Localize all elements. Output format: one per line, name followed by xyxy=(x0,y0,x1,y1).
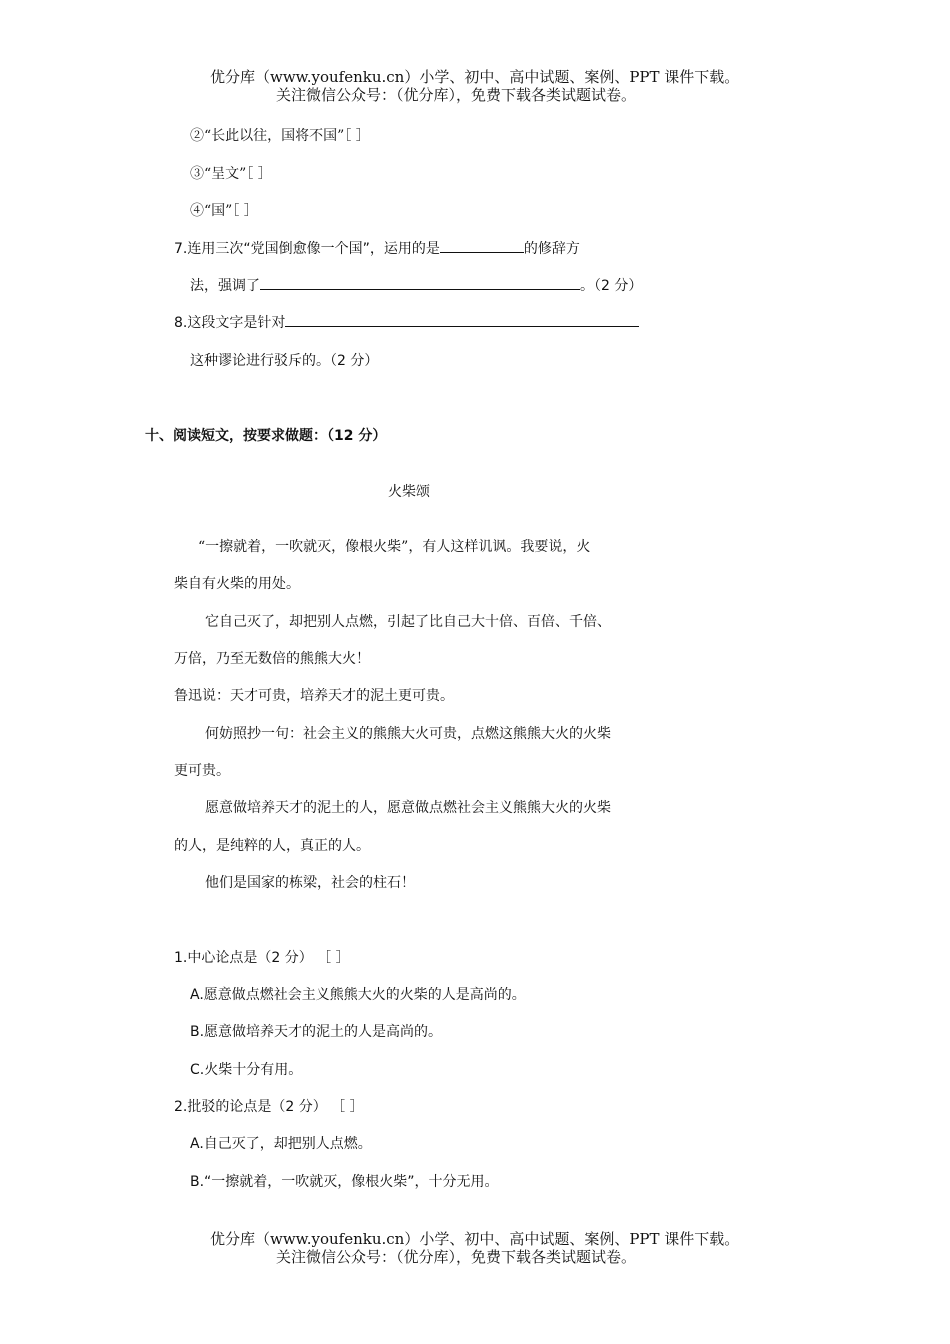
question-1: 1.中心论点是（2 分） ［ ］ xyxy=(174,950,350,966)
section-10-heading: 十、阅读短文，按要求做题：（12 分） xyxy=(145,428,387,444)
passage-line-5: 鲁迅说：天才可贵，培养天才的泥土更可贵。 xyxy=(174,688,454,704)
header-line-2: 关注微信公众号：（优分库），免费下载各类试题试卷。 xyxy=(276,86,637,104)
q7-text-a: 7.连用三次“党国倒愈像一个国”，运用的是 xyxy=(174,241,440,257)
q7-blank-1[interactable] xyxy=(440,240,524,253)
footer-line-2: 关注微信公众号：（优分库），免费下载各类试题试卷。 xyxy=(276,1248,637,1266)
q7-text-b: 的修辞方 xyxy=(523,241,580,257)
q6-item-4: ④“国”［ ］ xyxy=(190,203,258,219)
q8-text-a: 8.这段文字是针对 xyxy=(174,315,286,331)
q7-line-2 xyxy=(190,277,642,295)
q1-option-c: C.火柴十分有用。 xyxy=(190,1062,303,1078)
q2-option-a: A.自己灭了，却把别人点燃。 xyxy=(190,1136,372,1152)
question-2: 2.批驳的论点是（2 分） ［ ］ xyxy=(174,1099,364,1115)
passage-line-6: 何妨照抄一句：社会主义的熊熊大火可贵，点燃这熊熊大火的火柴 xyxy=(205,726,611,742)
passage-line-3: 它自己灭了，却把别人点燃，引起了比自己大十倍、百倍、千倍、 xyxy=(205,614,611,630)
passage-line-7: 更可贵。 xyxy=(174,763,230,779)
q7-text-d: 。（2 分） xyxy=(580,278,643,294)
header-line-1: 优分库（www.youfenku.cn）小学、初中、高中试题、案例、PPT 课件下载。 xyxy=(210,68,740,86)
passage-line-1: “一擦就着，一吹就灭，像根火柴”，有人这样讥讽。我要说，火 xyxy=(198,539,591,555)
passage-line-2: 柴自有火柴的用处。 xyxy=(174,576,300,592)
q7-text-c: 法，强调了 xyxy=(190,278,260,294)
passage-line-8: 愿意做培养天才的泥土的人，愿意做点燃社会主义熊熊大火的火柴 xyxy=(205,800,611,816)
passage-line-9: 的人，是纯粹的人，真正的人。 xyxy=(174,838,370,854)
q8-line-1 xyxy=(174,314,639,332)
q6-item-3: ③“呈文”［ ］ xyxy=(190,166,272,182)
q1-option-a: A.愿意做点燃社会主义熊熊大火的火柴的人是高尚的。 xyxy=(190,987,526,1003)
q7-blank-2[interactable] xyxy=(260,277,580,290)
footer-line-1: 优分库（www.youfenku.cn）小学、初中、高中试题、案例、PPT 课件下载。 xyxy=(210,1230,740,1248)
q1-option-b: B.愿意做培养天才的泥土的人是高尚的。 xyxy=(190,1024,443,1040)
q6-item-2: ②“长此以往，国将不国”［ ］ xyxy=(190,128,370,144)
q7-line-1 xyxy=(174,240,580,258)
passage-line-4: 万倍，乃至无数倍的熊熊大火！ xyxy=(174,651,370,667)
passage-line-10: 他们是国家的栋梁，社会的柱石！ xyxy=(205,875,415,891)
q2-option-b: B.“一擦就着，一吹就灭，像根火柴”，十分无用。 xyxy=(190,1174,499,1190)
q8-line-2: 这种谬论进行驳斥的。（2 分） xyxy=(190,353,379,369)
passage-title: 火柴颂 xyxy=(388,484,430,500)
q8-blank[interactable] xyxy=(285,314,639,327)
